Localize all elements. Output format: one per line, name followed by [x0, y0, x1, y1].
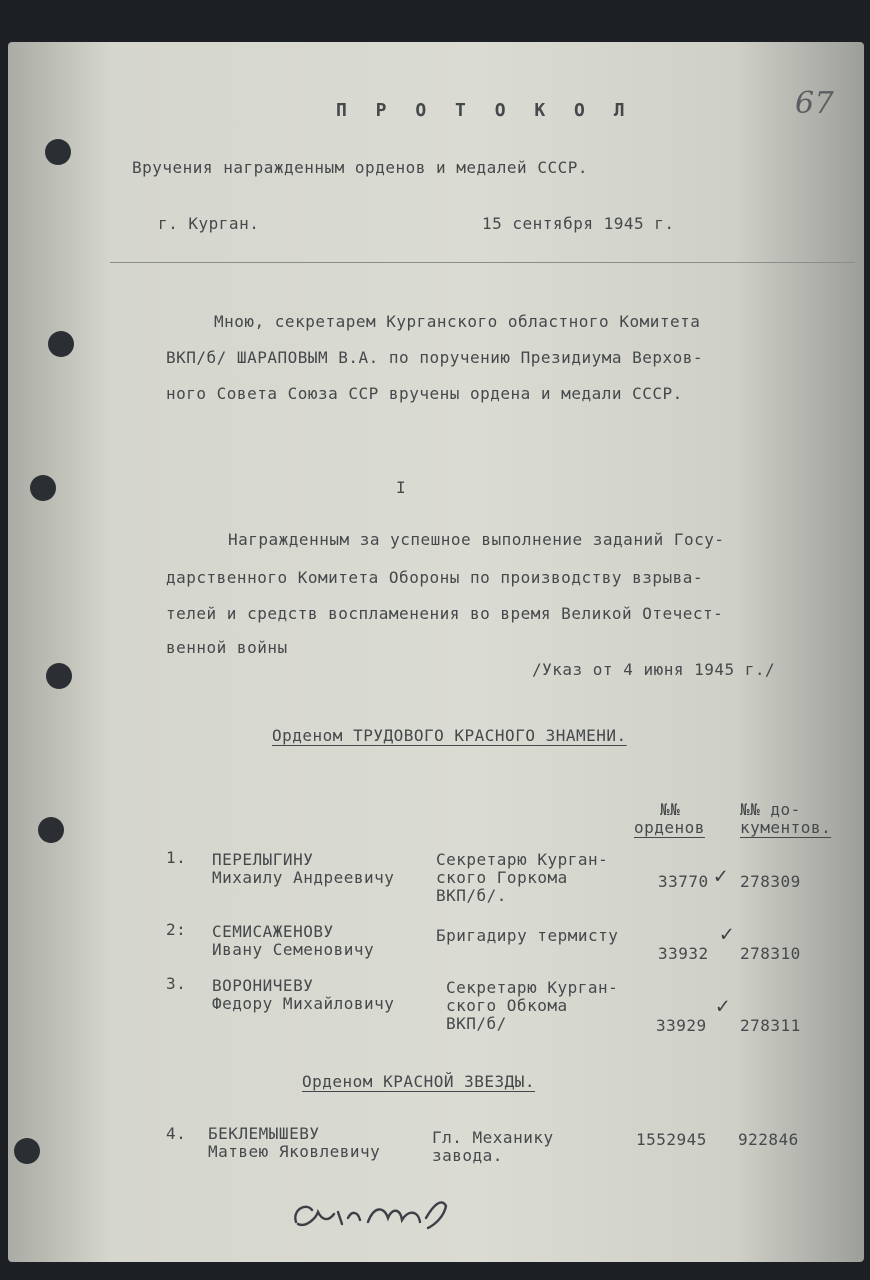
document-title: П Р О Т О К О Л	[336, 100, 634, 121]
order-number: 33929	[656, 1016, 707, 1035]
order-number: 1552945	[636, 1130, 707, 1149]
order-number: 33770	[658, 872, 709, 891]
punch-hole	[48, 331, 74, 357]
punch-hole	[45, 139, 71, 165]
section-number: I	[396, 478, 407, 497]
recipient-position: завода.	[432, 1146, 503, 1165]
recipient-position: ВКП/б/	[446, 1014, 507, 1033]
intro-line: ВКП/б/ ШАРАПОВЫМ В.А. по поручению Президиума Верхов-	[166, 348, 704, 367]
documents-column-mark: №№ до-	[740, 800, 801, 819]
recipient-position: ВКП/б/.	[436, 886, 507, 905]
checkmark-icon: ✓	[720, 922, 734, 947]
intro-line: ного Совета Союза ССР вручены ордена и медали СССР.	[166, 384, 683, 403]
orders-column-mark: №№	[660, 800, 681, 819]
section-text-line: дарственного Комитета Обороны по производству взрыва-	[166, 568, 704, 587]
recipient-surname: ВОРОНИЧЕВУ	[212, 976, 314, 995]
recipient-position: ского Горкома	[436, 868, 568, 887]
recipient-surname: ПЕРЕЛЫГИНУ	[212, 850, 314, 869]
punch-hole	[38, 817, 64, 843]
recipient-surname: БЕКЛЕМЫШЕВУ	[208, 1124, 320, 1143]
recipient-name: Ивану Семеновичу	[212, 940, 375, 959]
recipient-surname: СЕМИСАЖЕНОВУ	[212, 922, 334, 941]
intro-line: Мною, секретарем Курганского областного Комитета	[214, 312, 701, 331]
section-text-line: Награжденным за успешное выполнение заданий Госу-	[228, 530, 725, 549]
document-number: 922846	[738, 1130, 799, 1149]
row-number: 1.	[166, 848, 187, 867]
recipient-name: Михаилу Андреевичу	[212, 868, 395, 887]
row-number: 3.	[166, 974, 187, 993]
punch-hole	[30, 475, 56, 501]
orders-column-header: орденов	[634, 818, 705, 837]
recipient-position: ского Обкома	[446, 996, 568, 1015]
checkmark-icon: ✓	[714, 864, 728, 889]
order-heading-red-star: Орденом КРАСНОЙ ЗВЕЗДЫ.	[302, 1072, 536, 1091]
decree-reference: /Указ от 4 июня 1945 г./	[532, 660, 776, 679]
date: 15 сентября 1945 г.	[482, 214, 675, 233]
document-number: 278309	[740, 872, 801, 891]
recipient-name: Федору Михайловичу	[212, 994, 395, 1013]
document-number: 278311	[740, 1016, 801, 1035]
recipient-name: Матвею Яковлевичу	[208, 1142, 381, 1161]
section-text-line: венной войны	[166, 638, 288, 657]
document-subtitle: Вручения награжденным орденов и медалей СССР.	[132, 158, 588, 177]
row-number: 2:	[166, 920, 187, 939]
city: г. Курган.	[158, 214, 260, 233]
documents-column-header: кументов.	[740, 818, 832, 837]
document-number: 278310	[740, 944, 801, 963]
recipient-position: Секретарю Курган-	[436, 850, 609, 869]
handwritten-page-number: 67	[795, 86, 835, 121]
handwritten-signature	[288, 1188, 468, 1242]
recipient-position: Бригадиру термисту	[436, 926, 619, 945]
recipient-position: Гл. Механику	[432, 1128, 554, 1147]
divider-line	[110, 262, 855, 263]
recipient-position: Секретарю Курган-	[446, 978, 619, 997]
punch-hole	[46, 663, 72, 689]
order-heading-labour-red-banner: Орденом ТРУДОВОГО КРАСНОГО ЗНАМЕНИ.	[272, 726, 627, 745]
row-number: 4.	[166, 1124, 187, 1143]
checkmark-icon: ✓	[716, 994, 730, 1019]
section-text-line: телей и средств воспламенения во время Великой Отечест-	[166, 604, 724, 623]
punch-hole	[14, 1138, 40, 1164]
order-number: 33932	[658, 944, 709, 963]
